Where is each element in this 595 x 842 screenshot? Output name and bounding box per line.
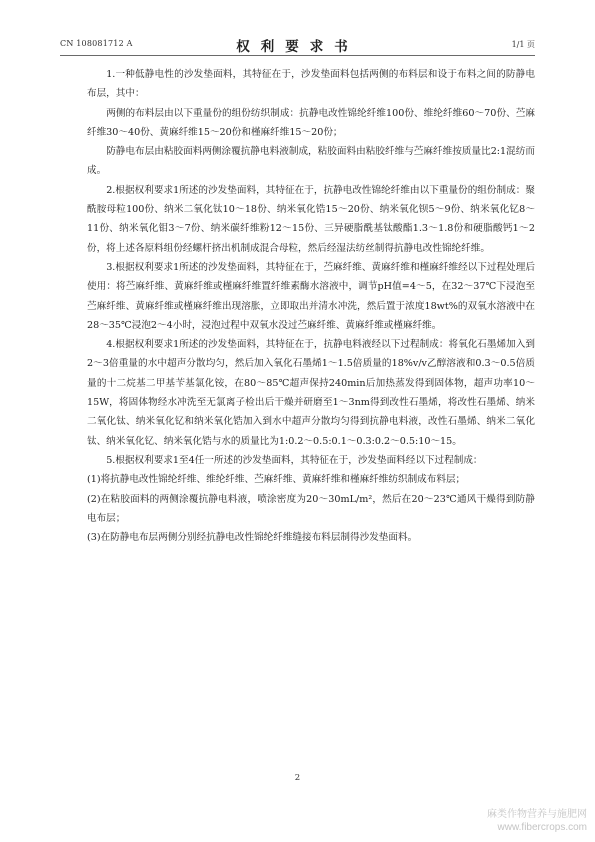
page-number: 2: [294, 773, 301, 783]
claim-1-fabric-layer: 两侧的布料层由以下重量份的组份纺织制成：抗静电改性锦纶纤维100份、维纶纤维60～70份、苎麻纤维30～40份、黄麻纤维15～20份和槿麻纤维15～20份；: [87, 107, 535, 138]
page-header: [60, 35, 535, 55]
claim-3: 3.根据权利要求1所述的沙发垫面料，其特征在于，苎麻纤维、黄麻纤维和槿麻纤维经以下过程处理后使用：将苎麻纤维、黄麻纤维或槿麻纤维置纤维素酶水溶液中，调节pH值=4～5，在32～37℃下浸泡至苎麻纤维、黄麻纤维或槿麻纤维出现溶胀，立即取出并清水冲洗，然后置于浓度18wt%的双氧水溶液中在28～35℃浸泡2～4小时，浸泡过程中双氧水没过苎麻纤维、黄麻纤维或槿麻纤维。: [87, 261, 535, 331]
header-divider: [60, 55, 535, 56]
claim-5-step-3: (3)在防静电布层两侧分别经抗静电改性锦纶纤维缝接布料层制得沙发垫面料。: [87, 532, 418, 544]
claim-1: 1.一种低静电性的沙发垫面料，其特征在于，沙发垫面料包括两侧的布料层和设于布料之间的防静电布层，其中：: [87, 69, 535, 100]
document-number: CN 108081712 A: [60, 39, 133, 48]
claim-5-step-2: (2)在粘胶面料的两侧涂覆抗静电料液，喷涂密度为20～30mL/m²，然后在20～23℃通风干燥得到防静电布层；: [87, 493, 535, 524]
claims-body: [87, 65, 535, 547]
claim-4: 4.根据权利要求1所述的沙发垫面料，其特征在于，抗静电料液经以下过程制成：将氧化石墨烯加入到2～3倍重量的水中超声分散均匀，然后加入氧化石墨烯1～1.5倍质量的18%v/v乙醇溶液和0.3～0.5倍质量的十二烷基二甲基苄基氯化铵，在80～85℃超声保持240min后加热蒸发得到固体物，超声功率10～15W，将固体物经水冲洗至无氯离子检出后干燥并研磨至1～3nm得到改性石墨烯，将改性石墨烯、纳米二氧化钛、纳米氧化钇和纳米氧化锆加入到水中超声分散均匀得到抗静电料液，改性石墨烯、纳米二氧化钛、纳米氧化钇、纳米氧化锆与水的质量比为1:0.2～0.5:0.1～0.3:0.2～0.5:10～15。: [87, 339, 535, 447]
claim-5-step-1: (1)将抗静电改性锦纶纤维、维纶纤维、苎麻纤维、黄麻纤维和槿麻纤维纺织制成布料层；: [87, 474, 466, 486]
claim-1-antistatic-layer: 防静电布层由粘胶面料两侧涂覆抗静电料液制成，粘胶面料由粘胶纤维与苎麻纤维按质量比2:1混纺而成。: [87, 146, 535, 177]
watermark-site-name: 麻类作物营养与施肥网: [487, 809, 587, 820]
claim-5: 5.根据权利要求1至4任一所述的沙发垫面料，其特征在于，沙发垫面料经以下过程制成：: [106, 454, 483, 466]
watermark: [487, 808, 587, 834]
page-title: 权利要求书: [236, 39, 359, 55]
watermark-url: www.fibercrops.com: [497, 822, 587, 833]
claim-2: 2.根据权利要求1所述的沙发垫面料，其特征在于，抗静电改性锦纶纤维由以下重量份的组份制成：聚酰胺母粒100份、纳米二氧化钛10～18份、纳米氧化锆15～20份、纳米氧化钡5～9份、纳米氧化钇8～11份、纳米氧化钼3～7份、纳米碳纤维粉12～15份、三异硬脂酰基钛酸酯1.3～1.8份和硬脂酸钙1～2份，将上述各原料组份经螺杆挤出机制成混合母粒，然后经湿法纺丝制得抗静电改性锦纶纤维。: [87, 184, 535, 254]
page-count: 1/1 页: [511, 40, 535, 49]
